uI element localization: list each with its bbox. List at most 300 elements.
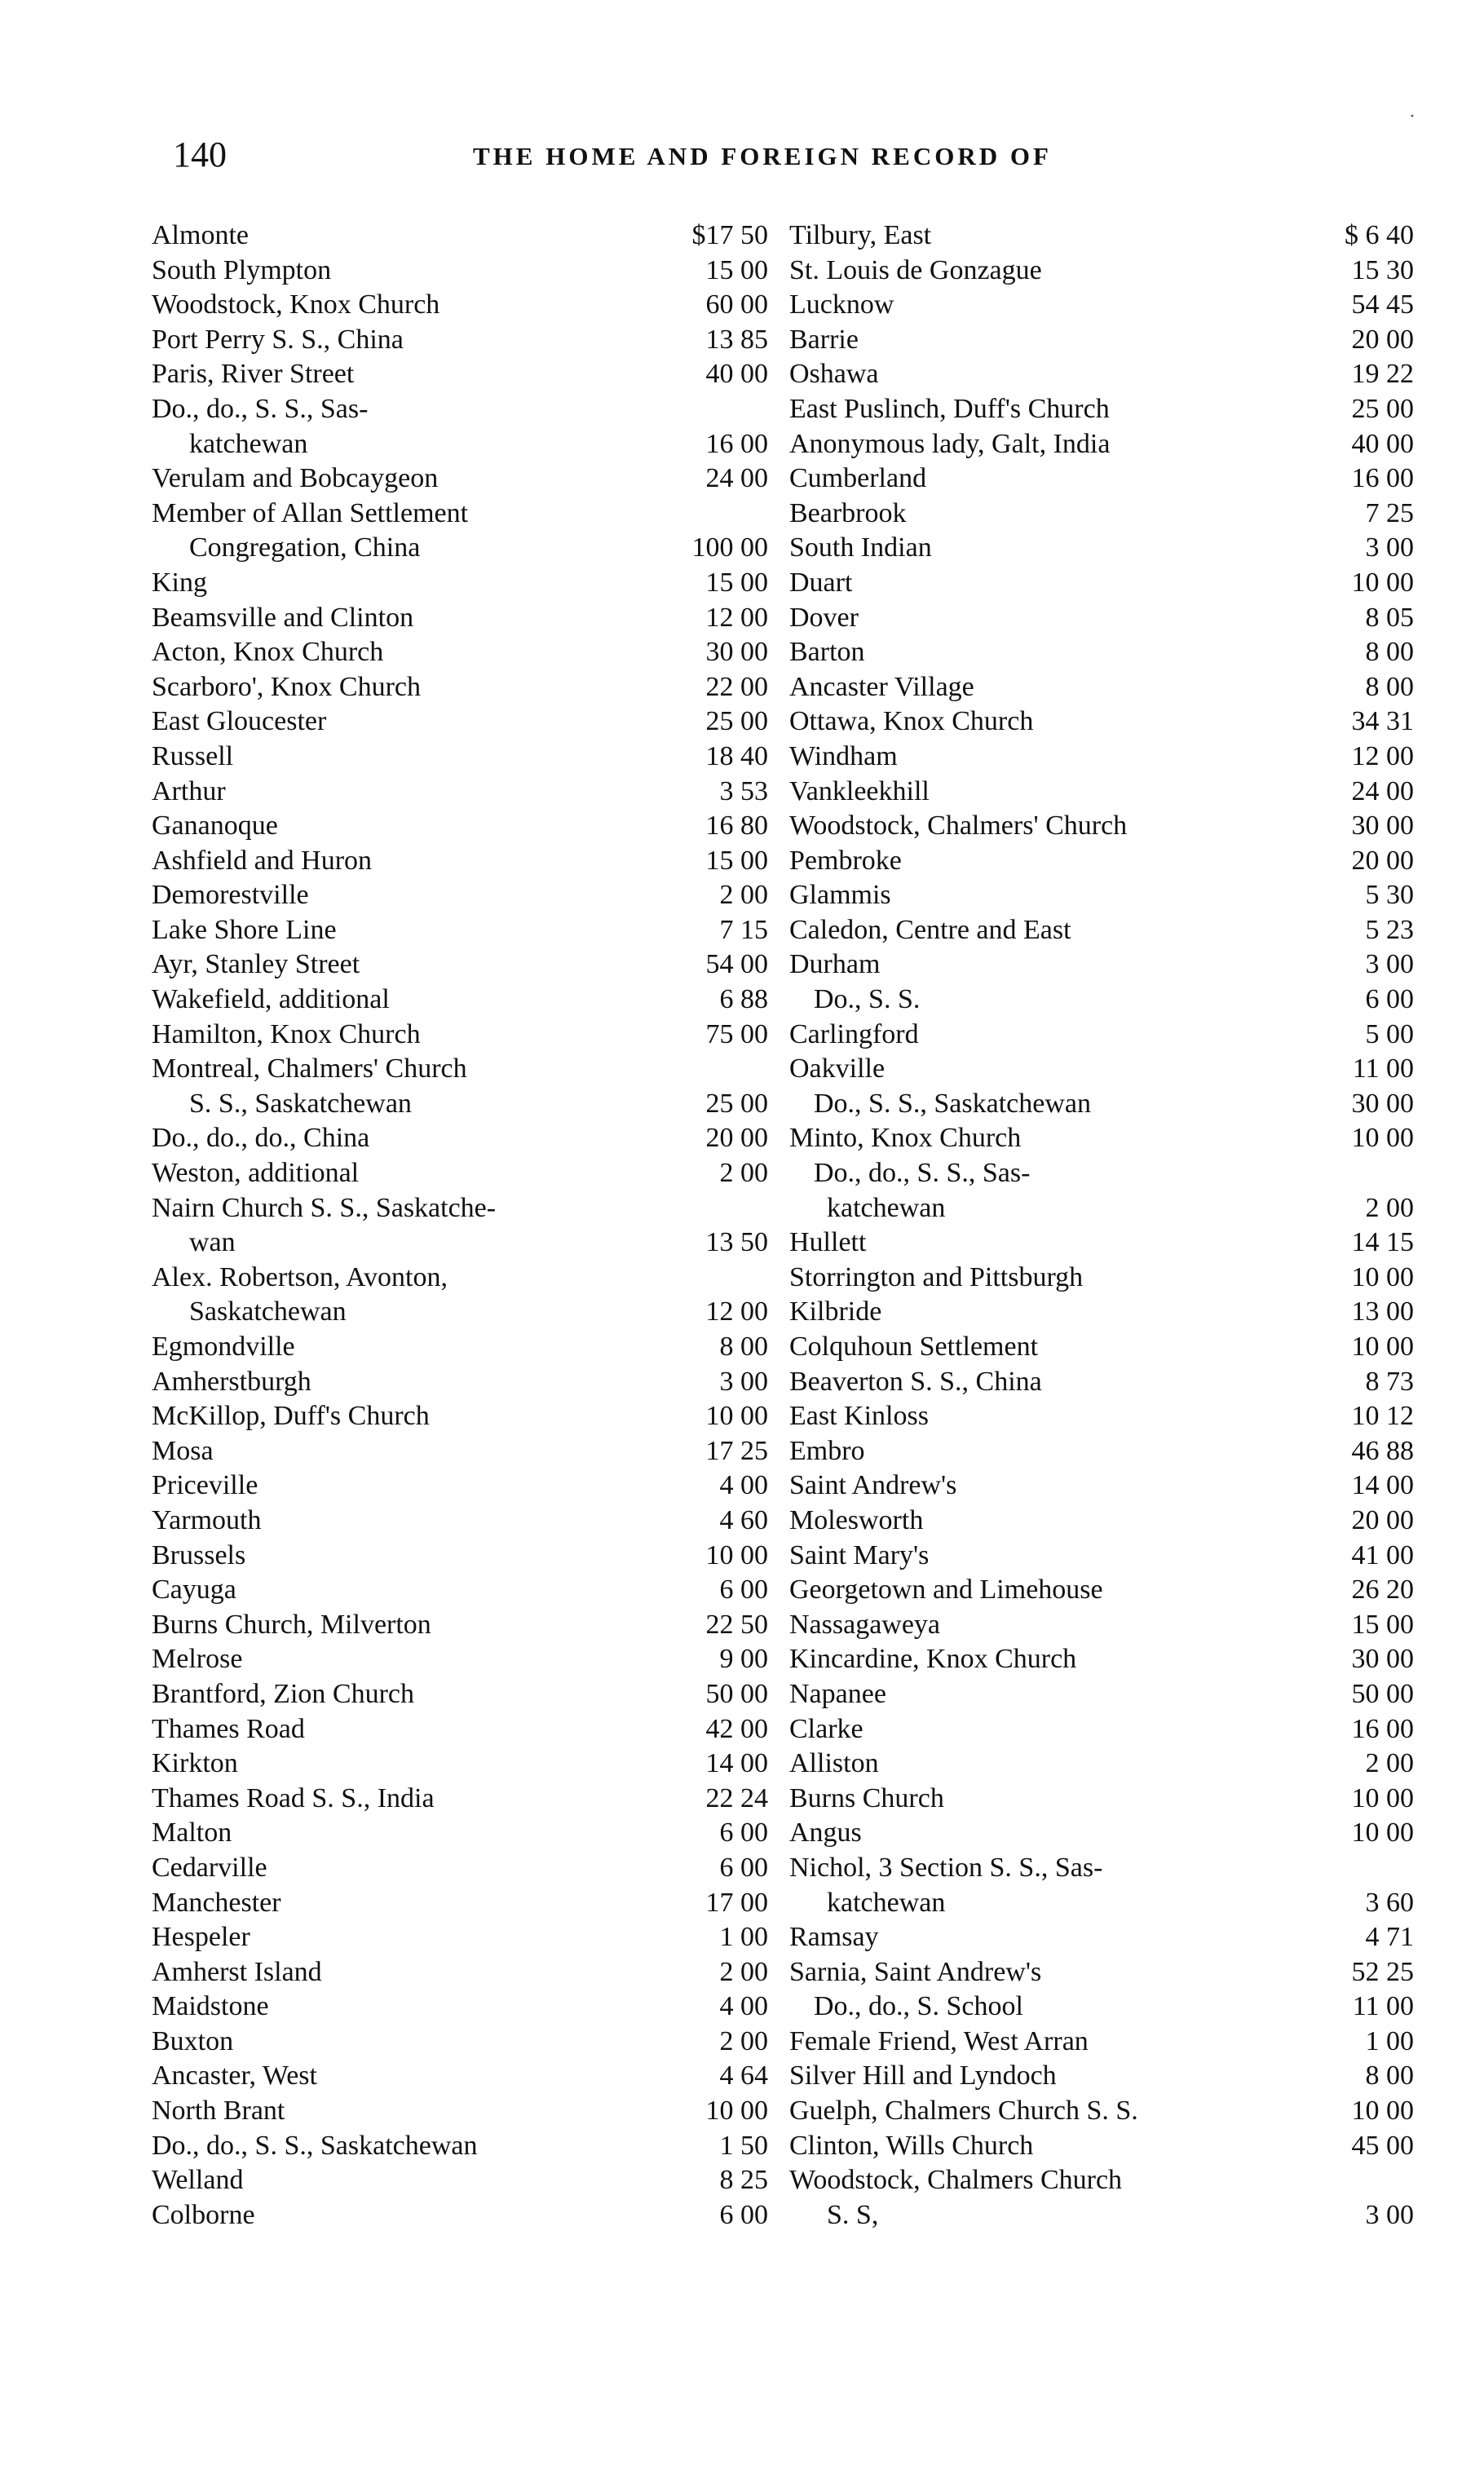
page-header: [0, 130, 1484, 196]
ledger-row: [789, 947, 1417, 983]
ledger-row: [152, 1747, 771, 1782]
ledger-row: [789, 635, 1417, 670]
contributor-name: S. S,: [827, 2199, 879, 2230]
amount: 5 30: [1365, 880, 1414, 911]
amount: 13 00: [1351, 1296, 1414, 1327]
ledger-row: [789, 497, 1417, 532]
contributor-name: Do., S. S., Saskatchewan: [814, 1088, 1091, 1119]
left-column-ledger: [152, 219, 771, 2233]
contributor-name: East Gloucester: [152, 706, 327, 737]
contributor-name: Port Perry S. S., China: [152, 324, 404, 355]
amount: 16 00: [1351, 463, 1414, 494]
contributor-name: Welland: [152, 2165, 244, 2196]
contributor-name: Malton: [152, 1818, 232, 1848]
contributor-name: Beamsville and Clinton: [152, 602, 414, 633]
contributor-name: Hamilton, Knox Church: [152, 1018, 421, 1049]
ledger-row: [152, 947, 771, 983]
contributor-name: Saskatchewan: [189, 1296, 347, 1327]
ledger-row: [152, 878, 771, 913]
contributor-name: Maidstone: [152, 1991, 269, 2022]
contributor-name: Clarke: [789, 1713, 863, 1744]
ledger-row: [789, 1295, 1417, 1330]
contributor-name: Do., do., S. S., Saskatchewan: [152, 2130, 478, 2161]
ledger-row: [789, 878, 1417, 913]
contributor-name: Bearbrook: [789, 497, 907, 528]
contributor-name: katchewan: [827, 1887, 946, 1918]
contributor-name: South Plympton: [152, 254, 332, 285]
contributor-name: Duart: [789, 567, 853, 598]
contributor-name: Do., S. S.: [814, 984, 921, 1015]
contributor-name: Silver Hill and Lyndoch: [789, 2060, 1057, 2091]
contributor-name: Weston, additional: [152, 1158, 360, 1189]
ledger-row: [152, 1087, 771, 1122]
amount: 30 00: [1351, 1644, 1414, 1675]
contributor-name: Tilbury, East: [789, 220, 932, 250]
amount: 50 00: [705, 1678, 768, 1709]
contributor-name: Guelph, Chalmers Church S. S.: [789, 2096, 1138, 2127]
ledger-row: [152, 1504, 771, 1539]
amount: 10 00: [1351, 1782, 1414, 1813]
amount: 3 00: [1365, 532, 1414, 563]
ledger-row: [789, 1434, 1417, 1469]
amount: 4 60: [719, 1504, 768, 1535]
ledger-row: [789, 1920, 1417, 1955]
ledger-row: [789, 1365, 1417, 1400]
contributor-name: Saint Mary's: [789, 1539, 930, 1570]
ledger-row: [789, 1851, 1417, 1886]
ledger-row: [789, 1990, 1417, 2025]
contributor-name: Cedarville: [152, 1852, 267, 1883]
contributor-name: Oshawa: [789, 359, 879, 390]
contributor-name: Pembroke: [789, 845, 902, 876]
amount: 10 00: [1351, 1261, 1414, 1292]
contributor-name: Colborne: [152, 2199, 255, 2230]
amount: 15 00: [705, 567, 768, 598]
amount: 75 00: [705, 1018, 768, 1049]
amount: 2 00: [719, 1956, 768, 1987]
amount: 10 00: [1351, 1332, 1414, 1362]
ledger-row: [152, 1886, 771, 1921]
contributor-name: Vankleekhill: [789, 775, 930, 806]
contributor-name: Alliston: [789, 1748, 879, 1779]
contributor-name: Kilbride: [789, 1296, 882, 1327]
amount: 15 00: [705, 845, 768, 876]
contributor-name: Kirkton: [152, 1748, 238, 1779]
contributor-name: Montreal, Chalmers' Church: [152, 1053, 467, 1084]
contributor-name: King: [152, 567, 207, 598]
amount: 15 00: [705, 254, 768, 285]
ledger-row: [789, 1539, 1417, 1574]
ledger-row: [152, 809, 771, 844]
ledger-row: [789, 1816, 1417, 1851]
ledger-row: [152, 635, 771, 670]
contributor-name: Ancaster Village: [789, 671, 974, 702]
contributor-name: Priceville: [152, 1470, 258, 1501]
ledger-row: [152, 357, 771, 392]
ledger-row: [152, 1018, 771, 1053]
ledger-row: [789, 2025, 1417, 2060]
ledger-row: [789, 1018, 1417, 1053]
ledger-row: [789, 1955, 1417, 1990]
contributor-name: Woodstock, Chalmers Church: [789, 2165, 1123, 2196]
ledger-row: [789, 392, 1417, 427]
ledger-row: [152, 254, 771, 289]
amount: 17 00: [705, 1887, 768, 1918]
ledger-row: [789, 983, 1417, 1018]
amount: 25 00: [705, 706, 768, 737]
contributor-name: S. S., Saskatchewan: [189, 1088, 412, 1119]
amount: 5 23: [1365, 914, 1414, 945]
contributor-name: Cayuga: [152, 1575, 236, 1606]
contributor-name: Scarboro', Knox Church: [152, 671, 422, 702]
amount: 16 00: [705, 428, 768, 459]
contributor-name: Thames Road S. S., India: [152, 1782, 435, 1813]
contributor-name: Arthur: [152, 775, 226, 806]
contributor-name: katchewan: [827, 1192, 946, 1223]
ledger-row: [152, 2059, 771, 2094]
contributor-name: Hullett: [789, 1227, 867, 1258]
ledger-row: [789, 1712, 1417, 1747]
amount: 20 00: [705, 1123, 768, 1154]
ledger-row: [789, 219, 1417, 254]
ledger-row: [789, 1226, 1417, 1261]
ledger-row: [152, 1573, 771, 1608]
amount: 30 00: [1351, 1088, 1414, 1119]
contributor-name: Burns Church, Milverton: [152, 1609, 431, 1640]
amount: 6 88: [719, 984, 768, 1015]
amount: 8 00: [719, 1332, 768, 1362]
amount: $ 6 40: [1345, 220, 1414, 250]
ledger-row: [789, 1469, 1417, 1504]
amount: 12 00: [705, 1296, 768, 1327]
ledger-row: [789, 913, 1417, 948]
amount: 1 00: [1365, 2025, 1414, 2056]
ledger-row: [152, 1295, 771, 1330]
amount: 54 45: [1351, 289, 1414, 320]
contributor-name: McKillop, Duff's Church: [152, 1401, 430, 1432]
ledger-row: [152, 1469, 771, 1504]
amount: 22 50: [705, 1609, 768, 1640]
ledger-row: [789, 601, 1417, 636]
contributor-name: Lucknow: [789, 289, 894, 320]
contributor-name: Thames Road: [152, 1713, 305, 1744]
ledger-row: [152, 1434, 771, 1469]
contributor-name: Anonymous lady, Galt, India: [789, 428, 1111, 459]
amount: 3 00: [719, 1366, 768, 1397]
contributor-name: Alex. Robertson, Avonton,: [152, 1261, 448, 1292]
ledger-row: [152, 288, 771, 323]
contributor-name: Brantford, Zion Church: [152, 1678, 414, 1709]
ledger-row: [789, 1399, 1417, 1434]
ledger-row: [789, 254, 1417, 289]
amount: 17 25: [705, 1435, 768, 1466]
amount: 41 00: [1351, 1539, 1414, 1570]
amount: 13 85: [705, 324, 768, 355]
contributor-name: Durham: [789, 949, 881, 980]
ledger-row: [152, 601, 771, 636]
contributor-name: North Brant: [152, 2096, 285, 2127]
ledger-row: [152, 1365, 771, 1400]
amount: 54 00: [705, 949, 768, 980]
amount: 30 00: [1351, 810, 1414, 841]
amount: 100 00: [691, 532, 768, 563]
amount: 10 00: [1351, 2096, 1414, 2127]
amount: 3 00: [1365, 949, 1414, 980]
ledger-row: [152, 2198, 771, 2233]
ledger-row: [789, 809, 1417, 844]
ledger-row: [152, 1539, 771, 1574]
ledger-row: [789, 2094, 1417, 2129]
contributor-name: Cumberland: [789, 463, 927, 494]
contributor-name: Verulam and Bobcaygeon: [152, 463, 439, 494]
contributor-name: Saint Andrew's: [789, 1470, 957, 1501]
ledger-row: [789, 357, 1417, 392]
ledger-row: [152, 323, 771, 358]
ledger-row: [789, 1087, 1417, 1122]
contributor-name: Congregation, China: [189, 532, 421, 563]
ledger-row: [152, 1261, 771, 1296]
contributor-name: wan: [189, 1227, 236, 1258]
amount: 5 00: [1365, 1018, 1414, 1049]
contributor-name: Nassagaweya: [789, 1609, 941, 1640]
amount: 20 00: [1351, 1504, 1414, 1535]
amount: 10 00: [705, 1539, 768, 1570]
ledger-row: [789, 1330, 1417, 1365]
amount: 19 22: [1351, 359, 1414, 390]
amount: 18 40: [705, 740, 768, 771]
ledger-row: [152, 462, 771, 497]
ledger-row: [789, 323, 1417, 358]
ledger-row: [152, 1191, 771, 1226]
contributor-name: Clinton, Wills Church: [789, 2130, 1034, 2161]
amount: 7 15: [719, 914, 768, 945]
amount: 10 12: [1351, 1401, 1414, 1432]
amount: 8 05: [1365, 602, 1414, 633]
amount: 6 00: [719, 1818, 768, 1848]
amount: 52 25: [1351, 1956, 1414, 1987]
contributor-name: Do., do., S. School: [814, 1991, 1023, 2022]
amount: 15 00: [1351, 1609, 1414, 1640]
amount: 26 20: [1351, 1575, 1414, 1606]
margin-mark: ·: [1409, 106, 1416, 127]
contributor-name: Barton: [789, 637, 865, 668]
ledger-row: [789, 531, 1417, 566]
ledger-row: [789, 844, 1417, 879]
amount: 8 00: [1365, 671, 1414, 702]
amount: 15 30: [1351, 254, 1414, 285]
contributor-name: Napanee: [789, 1678, 886, 1709]
ledger-row: [789, 670, 1417, 705]
amount: 20 00: [1351, 324, 1414, 355]
contributor-name: Colquhoun Settlement: [789, 1332, 1039, 1362]
contributor-name: Windham: [789, 740, 898, 771]
ledger-row: [789, 1642, 1417, 1677]
amount: 4 00: [719, 1470, 768, 1501]
ledger-row: [789, 1886, 1417, 1921]
amount: $17 50: [691, 220, 768, 250]
amount: 46 88: [1351, 1435, 1414, 1466]
contributor-name: Woodstock, Chalmers' Church: [789, 810, 1128, 841]
right-column-ledger: [789, 219, 1417, 2233]
contributor-name: Nairn Church S. S., Saskatche-: [152, 1192, 497, 1223]
contributor-name: Do., do., do., China: [152, 1123, 370, 1154]
ledger-row: [789, 1504, 1417, 1539]
ledger-row: [152, 1399, 771, 1434]
contributor-name: Lake Shore Line: [152, 914, 337, 945]
page-number: 140: [173, 135, 227, 174]
contributor-name: Manchester: [152, 1887, 281, 1918]
contributor-name: Burns Church: [789, 1782, 944, 1813]
amount: 4 00: [719, 1991, 768, 2022]
amount: 8 25: [719, 2165, 768, 2196]
ledger-row: [789, 1747, 1417, 1782]
contributor-name: Member of Allan Settlement: [152, 497, 469, 528]
contributor-name: Georgetown and Limehouse: [789, 1575, 1103, 1606]
ledger-row: [789, 2059, 1417, 2094]
ledger-row: [152, 1156, 771, 1191]
contributor-name: St. Louis de Gonzague: [789, 254, 1042, 285]
ledger-row: [789, 288, 1417, 323]
amount: 2 00: [719, 880, 768, 911]
contributor-name: katchewan: [189, 428, 308, 459]
amount: 12 00: [705, 602, 768, 633]
ledger-row: [152, 566, 771, 601]
ledger-row: [789, 1573, 1417, 1608]
amount: 10 00: [1351, 1818, 1414, 1848]
amount: 2 00: [1365, 1192, 1414, 1223]
ledger-row: [152, 844, 771, 879]
contributor-name: Yarmouth: [152, 1504, 262, 1535]
amount: 3 00: [1365, 2199, 1414, 2230]
amount: 10 00: [705, 1401, 768, 1432]
contributor-name: Caledon, Centre and East: [789, 914, 1071, 945]
amount: 14 00: [705, 1748, 768, 1779]
contributor-name: Ramsay: [789, 1922, 879, 1953]
ledger-row: [152, 427, 771, 462]
amount: 40 00: [1351, 428, 1414, 459]
ledger-row: [789, 2129, 1417, 2164]
ledger-row: [789, 1261, 1417, 1296]
ledger-row: [152, 983, 771, 1018]
contributor-name: Angus: [789, 1818, 862, 1848]
amount: 16 00: [1351, 1713, 1414, 1744]
contributor-name: Ashfield and Huron: [152, 845, 373, 876]
amount: 6 00: [1365, 984, 1414, 1015]
amount: 4 64: [719, 2060, 768, 2091]
ledger-row: [152, 1955, 771, 1990]
amount: 14 15: [1351, 1227, 1414, 1258]
amount: 2 00: [1365, 1748, 1414, 1779]
ledger-row: [152, 2094, 771, 2129]
contributor-name: Mosa: [152, 1435, 214, 1466]
contributor-name: Ayr, Stanley Street: [152, 949, 360, 980]
amount: 30 00: [705, 637, 768, 668]
ledger-row: [152, 775, 771, 810]
contributor-name: Egmondville: [152, 1332, 295, 1362]
contributor-name: Storrington and Pittsburgh: [789, 1261, 1084, 1292]
ledger-row: [152, 531, 771, 566]
ledger-row: [789, 1052, 1417, 1087]
contributor-name: Ottawa, Knox Church: [789, 706, 1034, 737]
contributor-name: Melrose: [152, 1644, 243, 1675]
contributor-name: South Indian: [789, 532, 932, 563]
amount: 11 00: [1352, 1991, 1414, 2022]
contributor-name: Do., do., S. S., Sas-: [152, 393, 369, 424]
amount: 22 24: [705, 1782, 768, 1813]
contributor-name: Embro: [789, 1435, 865, 1466]
ledger-row: [152, 497, 771, 532]
ledger-row: [152, 1920, 771, 1955]
contributor-name: East Puslinch, Duff's Church: [789, 393, 1110, 424]
contributor-name: Amherst Island: [152, 1956, 322, 1987]
contributor-name: Paris, River Street: [152, 359, 355, 390]
amount: 8 00: [1365, 637, 1414, 668]
ledger-row: [152, 1677, 771, 1712]
contributor-name: Ancaster, West: [152, 2060, 317, 2091]
contributor-name: Demorestville: [152, 880, 309, 911]
ledger-row: [152, 219, 771, 254]
contributor-name: Amherstburgh: [152, 1366, 311, 1397]
contributor-name: Acton, Knox Church: [152, 637, 384, 668]
amount: 2 00: [719, 1158, 768, 1189]
ledger-row: [789, 2198, 1417, 2233]
amount: 40 00: [705, 359, 768, 390]
ledger-row: [152, 1052, 771, 1087]
amount: 9 00: [719, 1644, 768, 1675]
ledger-row: [152, 1990, 771, 2025]
ledger-row: [789, 1782, 1417, 1817]
ledger-row: [152, 740, 771, 775]
ledger-row: [789, 2163, 1417, 2198]
amount: 12 00: [1351, 740, 1414, 771]
contributor-name: Woodstock, Knox Church: [152, 289, 440, 320]
amount: 25 00: [1351, 393, 1414, 424]
amount: 42 00: [705, 1713, 768, 1744]
amount: 34 31: [1351, 706, 1414, 737]
amount: 2 00: [719, 2025, 768, 2056]
amount: 22 00: [705, 671, 768, 702]
ledger-row: [152, 1330, 771, 1365]
contributor-name: Glammis: [789, 880, 891, 911]
ledger-row: [152, 1642, 771, 1677]
contributor-name: Female Friend, West Arran: [789, 2025, 1089, 2056]
amount: 10 00: [705, 2096, 768, 2127]
ledger-row: [152, 670, 771, 705]
contributor-name: Buxton: [152, 2025, 234, 2056]
amount: 60 00: [705, 289, 768, 320]
ledger-row: [789, 462, 1417, 497]
ledger-row: [152, 2129, 771, 2164]
ledger-row: [152, 1608, 771, 1643]
contributor-name: Nichol, 3 Section S. S., Sas-: [789, 1852, 1103, 1883]
amount: 11 00: [1352, 1053, 1414, 1084]
contributor-name: Gananoque: [152, 810, 278, 841]
ledger-row: [152, 2025, 771, 2060]
amount: 24 00: [1351, 775, 1414, 806]
contributor-name: Sarnia, Saint Andrew's: [789, 1956, 1042, 1987]
amount: 20 00: [1351, 845, 1414, 876]
ledger-row: [152, 1121, 771, 1156]
contributor-name: Hespeler: [152, 1922, 250, 1953]
amount: 6 00: [719, 2199, 768, 2230]
contributor-name: Kincardine, Knox Church: [789, 1644, 1077, 1675]
amount: 13 50: [705, 1227, 768, 1258]
contributor-name: Russell: [152, 740, 234, 771]
amount: 16 80: [705, 810, 768, 841]
ledger-row: [152, 1816, 771, 1851]
amount: 10 00: [1351, 1123, 1414, 1154]
ledger-row: [789, 566, 1417, 601]
